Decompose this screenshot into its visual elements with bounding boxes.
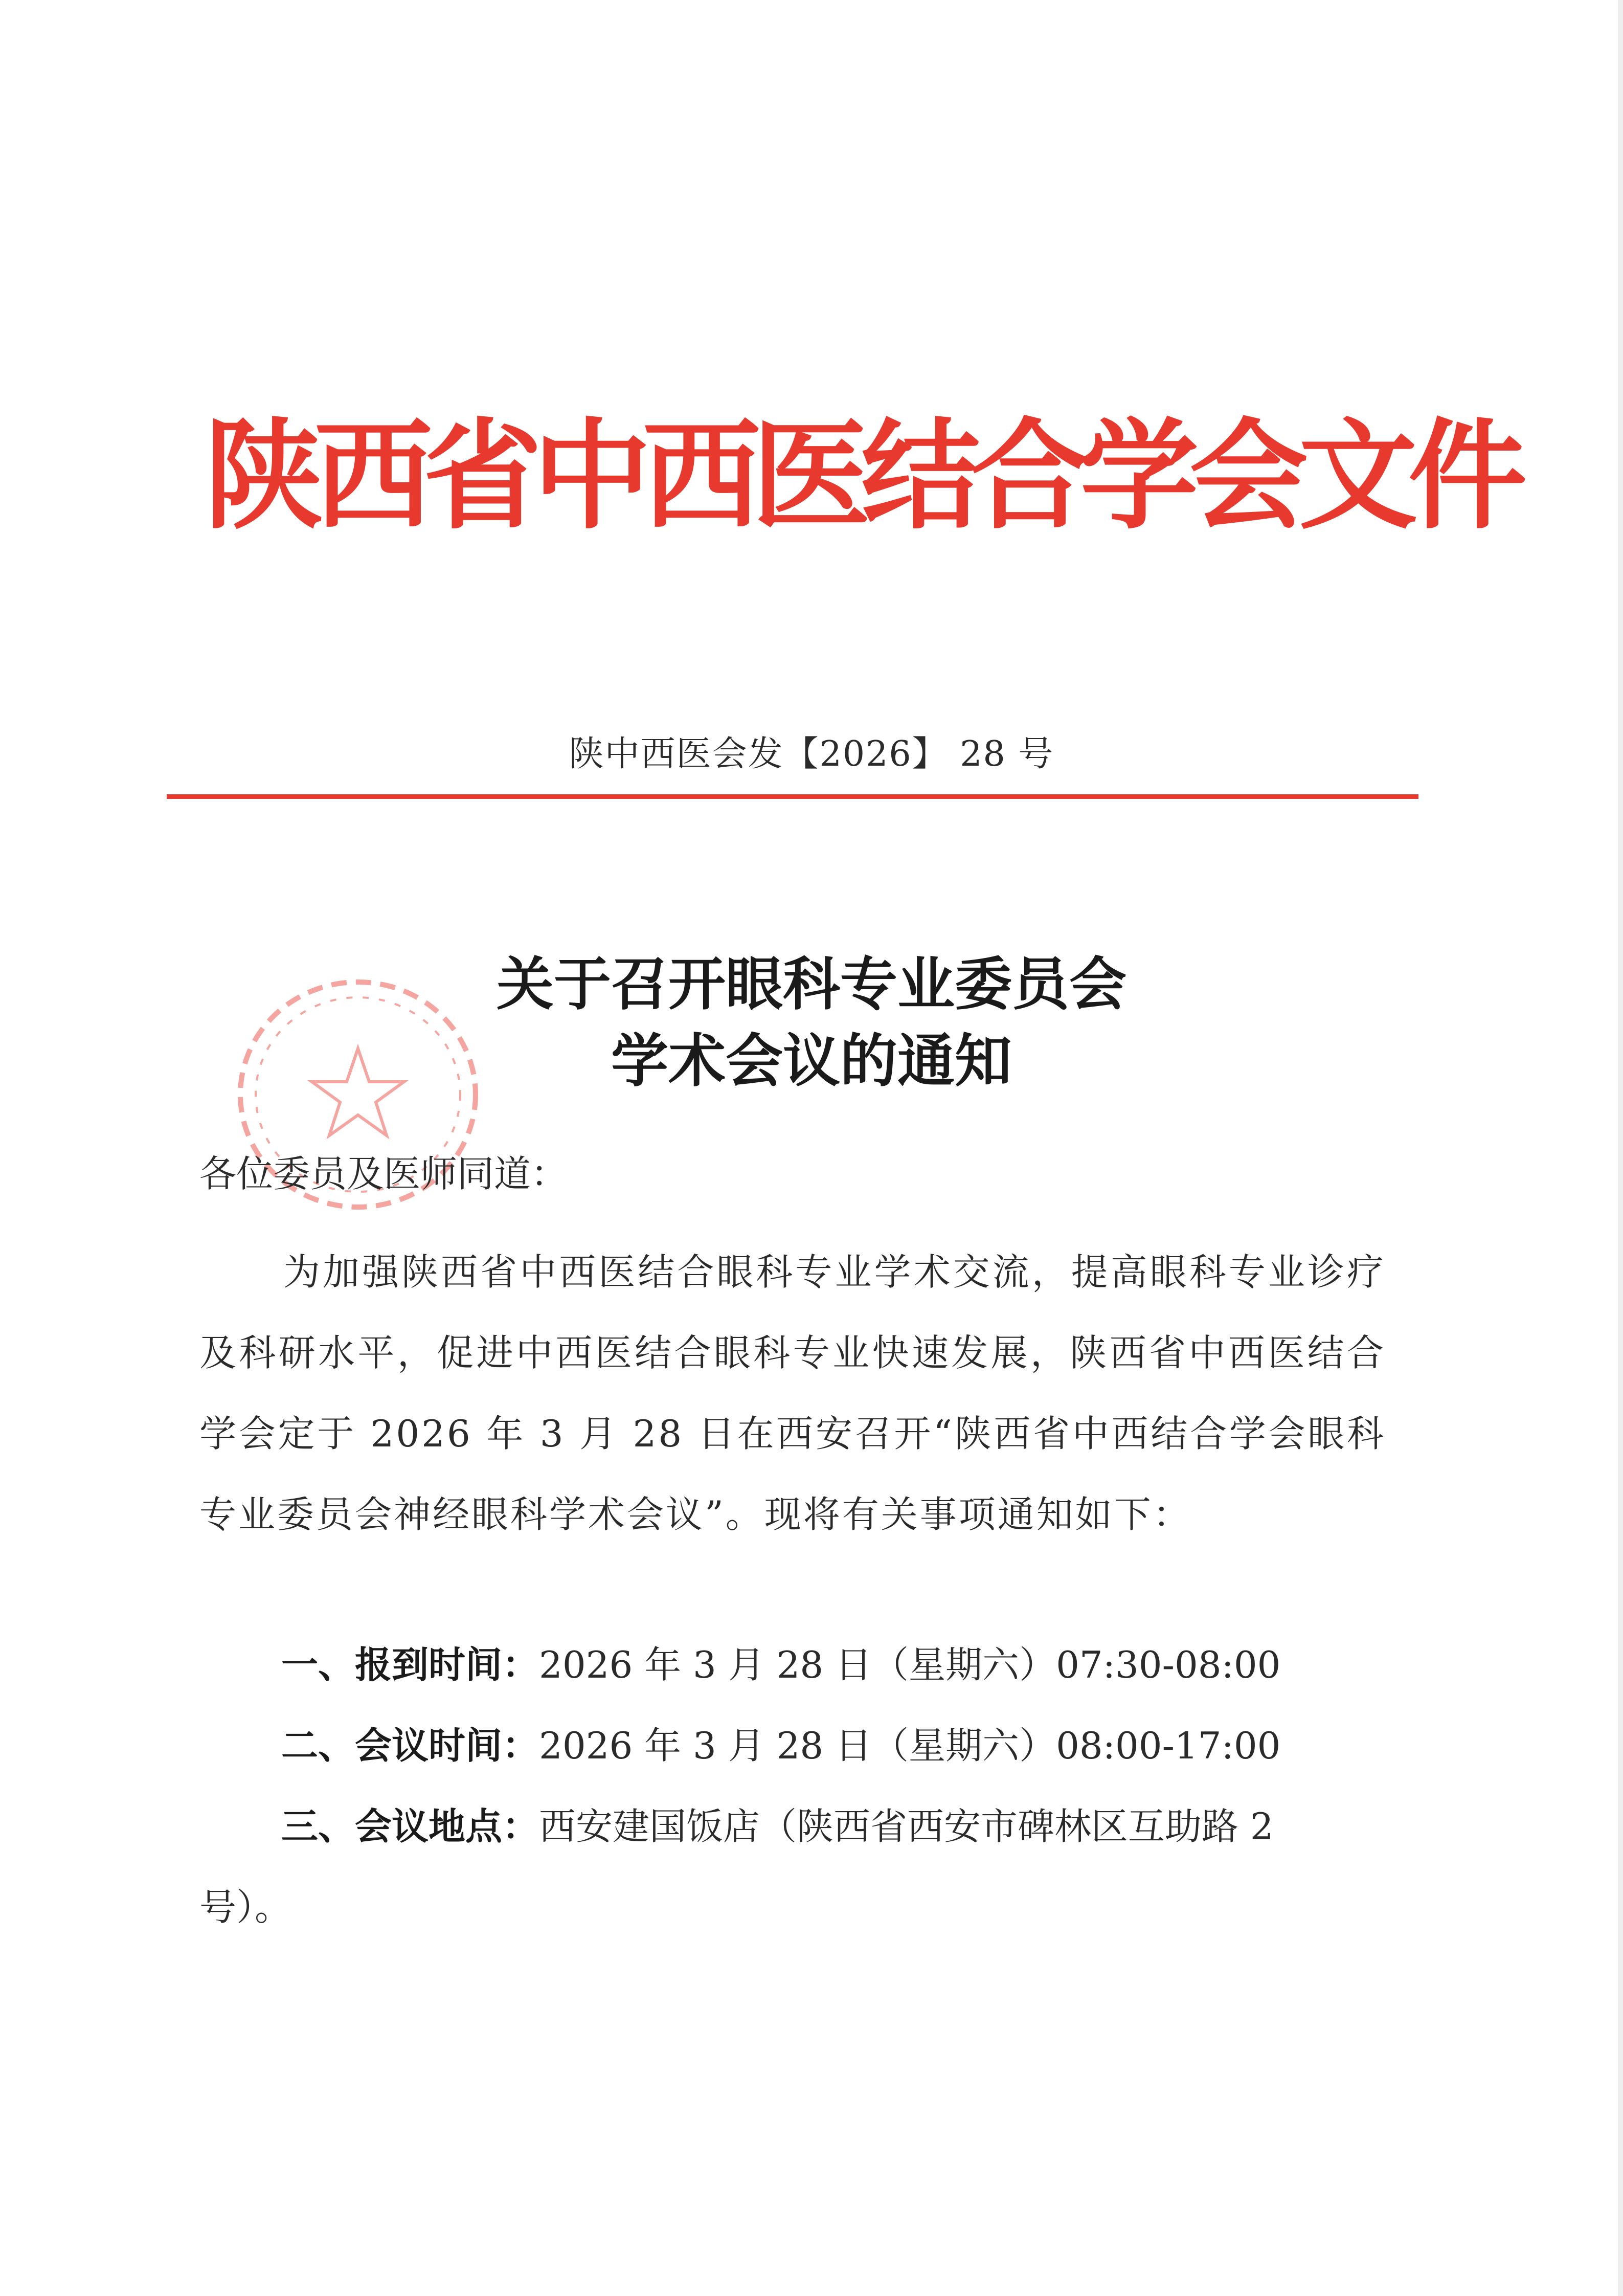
document-number: 陕中西医会发【2026】 28 号 bbox=[569, 734, 1054, 774]
item-value: 2026 年 3 月 28 日（星期六）07:30-08:00 bbox=[539, 1643, 1281, 1686]
salutation: 各位委员及医师同道： bbox=[199, 1152, 568, 1195]
item-meeting-location bbox=[281, 1803, 1274, 1849]
red-divider-line bbox=[167, 794, 1418, 799]
item-label: 会议地点： bbox=[355, 1804, 539, 1848]
item-prefix: 一、 bbox=[281, 1643, 355, 1686]
item-meeting-location-continuation: 号）。 bbox=[199, 1886, 292, 1929]
item-value: 2026 年 3 月 28 日（星期六）08:00-17:00 bbox=[539, 1724, 1281, 1767]
item-label: 会议时间： bbox=[355, 1724, 539, 1767]
organization-header-title: 陕西省中西医结合学会文件 bbox=[205, 406, 1518, 545]
item-meeting-time bbox=[281, 1723, 1280, 1769]
item-registration-time bbox=[281, 1642, 1280, 1688]
item-prefix: 三、 bbox=[281, 1804, 355, 1848]
item-label: 报到时间： bbox=[355, 1643, 539, 1686]
item-prefix: 二、 bbox=[281, 1724, 355, 1767]
scan-edge bbox=[1618, 0, 1623, 2296]
notice-title-line-1: 关于召开眼科专业委员会 bbox=[497, 951, 1126, 1018]
item-value: 西安建国饭店（陕西省西安市碑林区互助路 2 bbox=[539, 1805, 1274, 1848]
notice-title-line-2: 学术会议的通知 bbox=[611, 1028, 1012, 1095]
notice-paragraph: 为加强陕西省中西医结合眼科专业学术交流，提高眼科专业诊疗及科研水平，促进中西医结合眼科专业快速发展，陕西省中西医结合学会定于 2026 年 3 月 28 日在西安召开“陕西省中西结合学会眼科专业委员会神经眼科学术会议”。现将有关事项通知如下： bbox=[199, 1251, 1386, 1536]
